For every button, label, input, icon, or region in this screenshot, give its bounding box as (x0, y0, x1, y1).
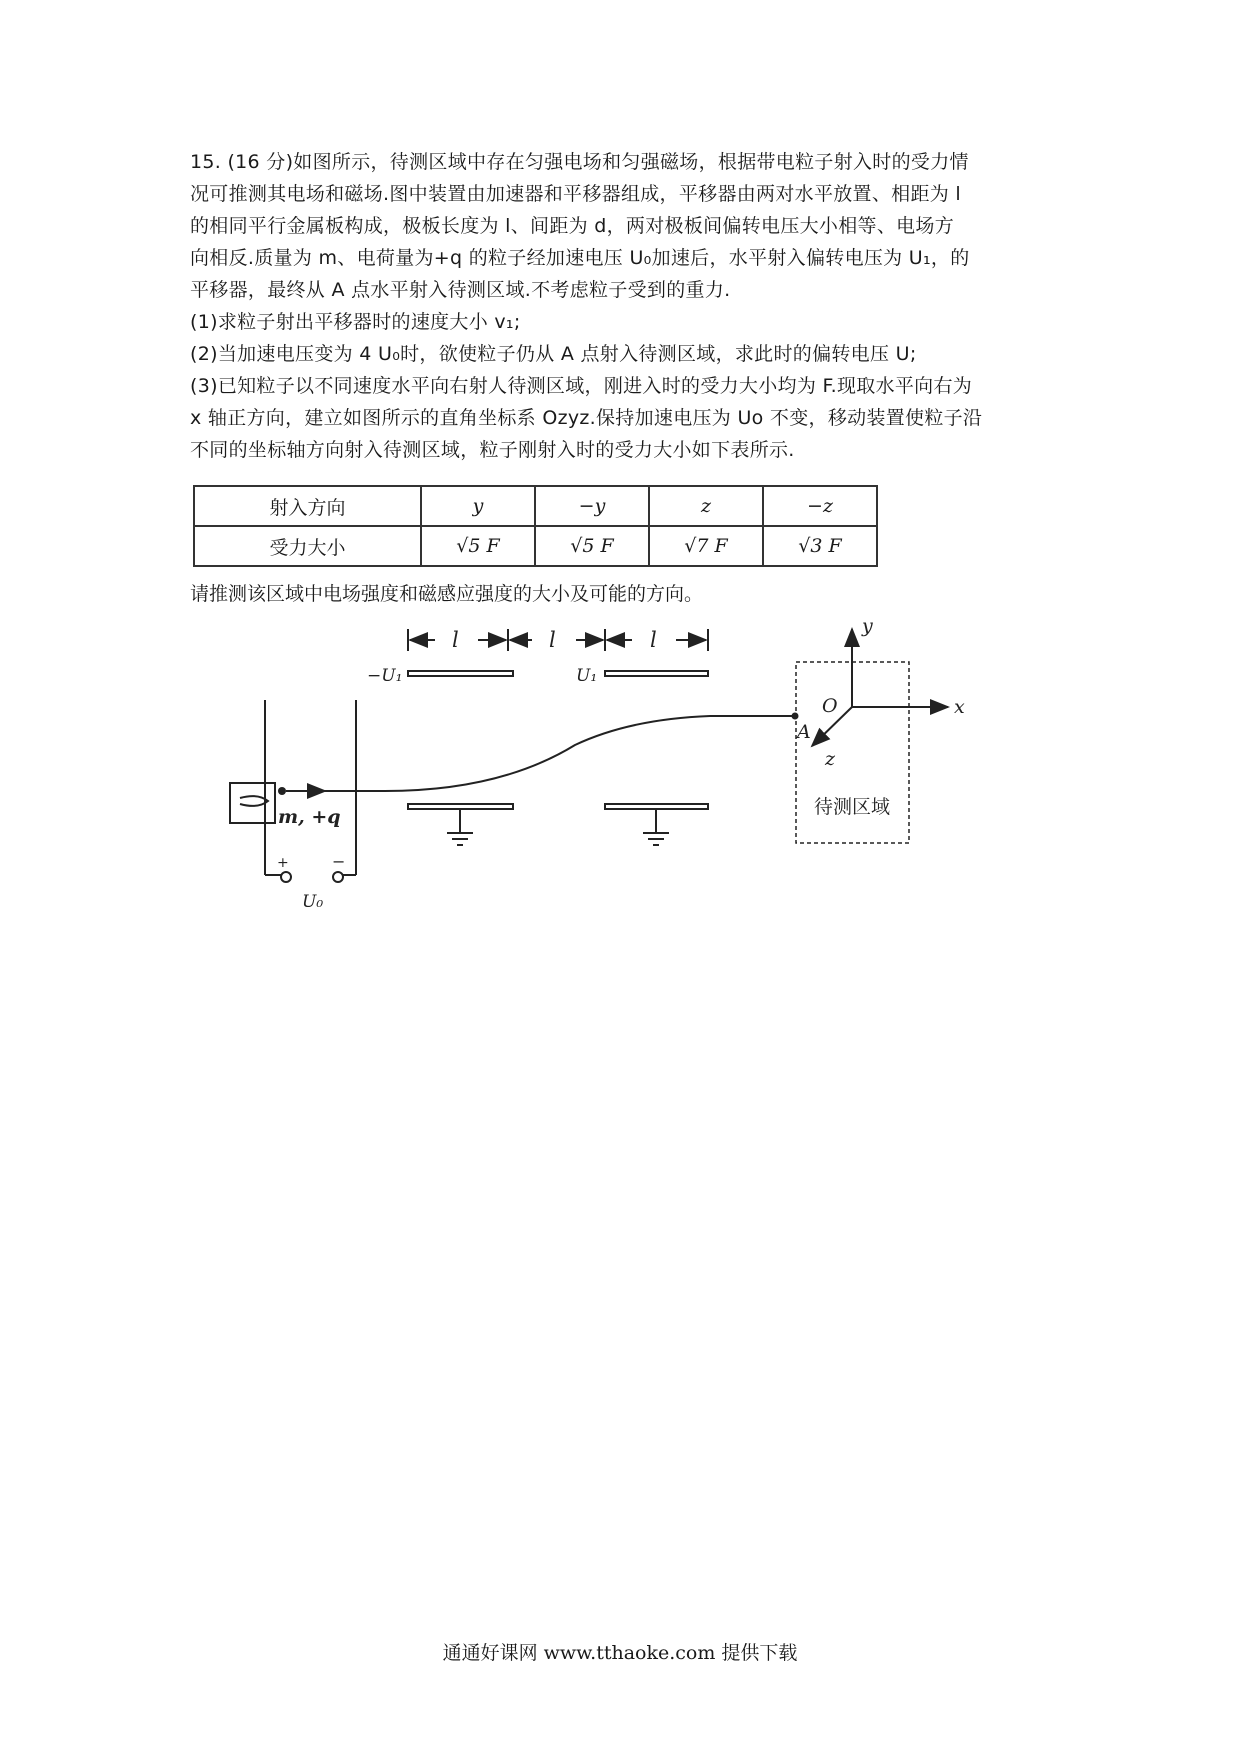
direction-cell: z (649, 486, 763, 526)
accelerator (230, 700, 356, 875)
minus-terminal-label: − (332, 852, 346, 871)
force-cell: √3 F (763, 526, 877, 566)
direction-cell: −y (535, 486, 649, 526)
y-axis-label: y (862, 615, 873, 637)
question-1: (1)求粒子射出平移器时的速度大小 v₁; (190, 311, 521, 333)
deflector-plates (408, 671, 708, 809)
problem-line: 的相同平行金属板构成，极板长度为 l、间距为 d，两对极板间偏转电压大小相等、电场方 (190, 215, 955, 237)
table-row (194, 486, 877, 526)
problem-line: 不同的坐标轴方向射入待测区域，粒子刚射入时的受力大小如下表所示. (190, 439, 795, 461)
footer-credit: 通通好课网 www.tthaoke.com 提供下载 (442, 1642, 798, 1664)
length-label: l (650, 628, 657, 652)
ground-icon (447, 809, 669, 845)
point-a-icon (792, 713, 799, 720)
problem-line: 15. (16 分)如图所示，待测区域中存在匀强电场和匀强磁场，根据带电粒子射入时的受力情 (190, 151, 969, 173)
question-3: (3)已知粒子以不同速度水平向右射人待测区域，刚进入时的受力大小均为 F.现取水平向右为 (190, 375, 973, 397)
coordinate-axes (812, 629, 948, 746)
follow-up-question: 请推测该区域中电场强度和磁感应强度的大小及可能的方向。 (190, 583, 704, 605)
plus-terminal-label: + (277, 855, 289, 871)
row-header-direction: 射入方向 (194, 486, 421, 526)
particle-trajectory (325, 716, 792, 791)
problem-statement (190, 146, 1070, 466)
problem-line: x 轴正方向，建立如图所示的直角坐标系 Ozyz.保持加速电压为 Uo 不变，移动装置使粒子沿 (190, 407, 983, 429)
table-row (194, 526, 877, 566)
force-cell: √5 F (535, 526, 649, 566)
length-label: l (549, 628, 556, 652)
force-cell: √5 F (421, 526, 535, 566)
x-axis-label: x (954, 696, 965, 718)
problem-line: 平移器，最终从 A 点水平射入待测区域.不考虑粒子受到的重力. (190, 279, 731, 301)
force-cell: √7 F (649, 526, 763, 566)
direction-cell: −z (763, 486, 877, 526)
particle-icon (278, 787, 286, 795)
row-header-force: 受力大小 (194, 526, 421, 566)
problem-line: 向相反.质量为 m、电荷量为+q 的粒子经加速电压 U₀加速后，水平射入偏转电压为 U₁，的 (190, 247, 970, 269)
u1-label: U₁ (576, 666, 598, 686)
particle-label: m, +q (278, 806, 341, 828)
terminal-icon (281, 872, 343, 882)
length-label: l (452, 628, 459, 652)
point-a-label: A (797, 721, 811, 743)
origin-label: O (822, 695, 838, 717)
region-label: 待测区域 (814, 796, 891, 818)
force-table (193, 485, 878, 567)
direction-cell: y (421, 486, 535, 526)
apparatus-diagram (220, 615, 980, 925)
problem-line: 况可推测其电场和磁场.图中装置由加速器和平移器组成，平移器由两对水平放置、相距为 l (190, 183, 961, 205)
neg-u1-label: −U₁ (367, 666, 403, 686)
z-axis-label: z (825, 748, 836, 770)
u0-label: U₀ (302, 892, 324, 912)
question-2: (2)当加速电压变为 4 U₀时，欲使粒子仍从 A 点射入待测区域，求此时的偏转电压 U; (190, 343, 917, 365)
